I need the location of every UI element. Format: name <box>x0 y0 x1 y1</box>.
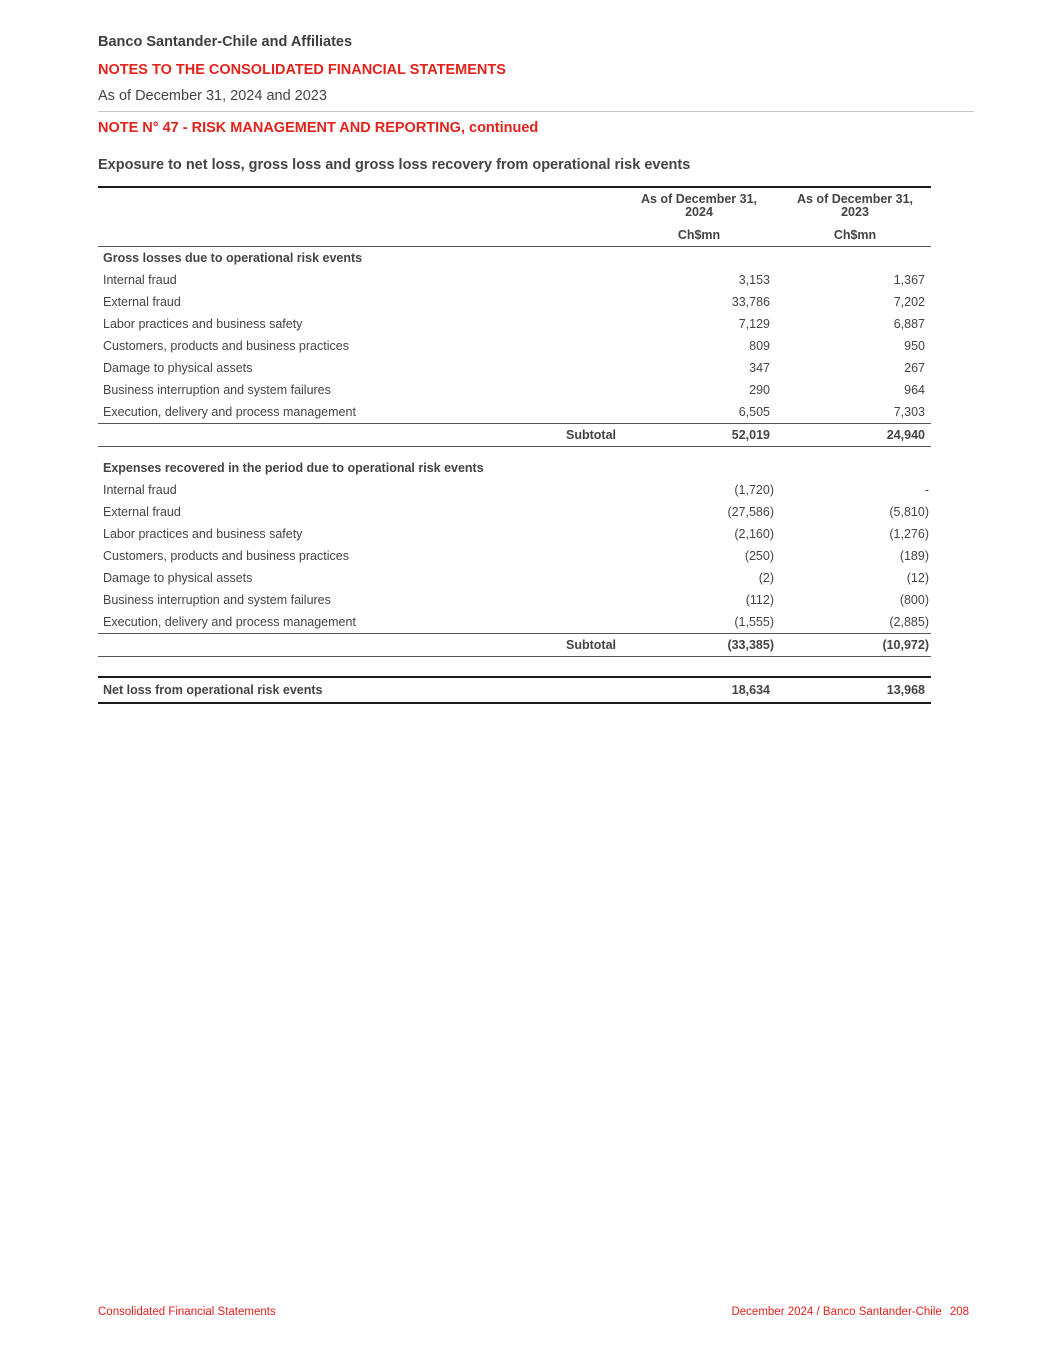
unit-2024: Ch$mn <box>677 228 721 242</box>
gross-subtotal-row: Subtotal 52,019 24,940 <box>566 428 925 442</box>
recovered-heading: Expenses recovered in the period due to operational risk events <box>103 461 484 475</box>
table-row: Business interruption and system failures 290 964 <box>103 383 925 397</box>
as-of-date: As of December 31, 2024 and 2023 <box>98 88 327 104</box>
table-row: Internal fraud (1,720) - <box>103 483 929 497</box>
table-row: External fraud (27,586) (5,810) <box>103 505 929 519</box>
table-row: Customers, products and business practices 809 950 <box>103 339 925 353</box>
table-row: Business interruption and system failures (112) (800) <box>103 593 929 607</box>
recovered-subtotal-row: Subtotal (33,385) (10,972) <box>566 638 929 652</box>
net-loss-row: Net loss from operational risk events 18,634 13,968 <box>103 683 925 697</box>
recovered-rows <box>98 479 931 633</box>
table-row: External fraud 33,786 7,202 <box>103 295 925 309</box>
column-header-2024: As of December 31, 2024 <box>640 192 758 219</box>
net-bottom-rule <box>98 702 931 704</box>
table-row: Internal fraud 3,153 1,367 <box>103 273 925 287</box>
table-row: Labor practices and business safety 7,129 6,887 <box>103 317 925 331</box>
table-row: Customers, products and business practices (250) (189) <box>103 549 929 563</box>
operational-risk-table <box>98 186 931 704</box>
footer-left: Consolidated Financial Statements <box>98 1306 276 1318</box>
section-title: Exposure to net loss, gross loss and gross loss recovery from operational risk events <box>98 157 691 173</box>
footer-right: December 2024 / Banco Santander-Chile 208 <box>731 1306 969 1318</box>
gross-losses-heading: Gross losses due to operational risk events <box>103 251 363 265</box>
column-header-2023: As of December 31, 2023 <box>796 192 914 219</box>
table-row: Damage to physical assets (2) (12) <box>103 571 929 585</box>
table-header <box>98 188 931 246</box>
table-row: Execution, delivery and process management (1,555) (2,885) <box>103 615 929 629</box>
table-row: Execution, delivery and process management 6,505 7,303 <box>103 405 925 419</box>
note-title: NOTE N° 47 - RISK MANAGEMENT AND REPORTING, continued <box>98 120 539 136</box>
company-name: Banco Santander-Chile and Affiliates <box>98 34 353 50</box>
header-divider <box>98 111 974 112</box>
page-number: 208 <box>949 1306 969 1318</box>
table-row: Damage to physical assets 347 267 <box>103 361 925 375</box>
notes-title: NOTES TO THE CONSOLIDATED FINANCIAL STATEMENTS <box>98 62 506 78</box>
gross-losses-rows <box>98 269 931 423</box>
unit-2023: Ch$mn <box>833 228 877 242</box>
table-row: Labor practices and business safety (2,160) (1,276) <box>103 527 929 541</box>
